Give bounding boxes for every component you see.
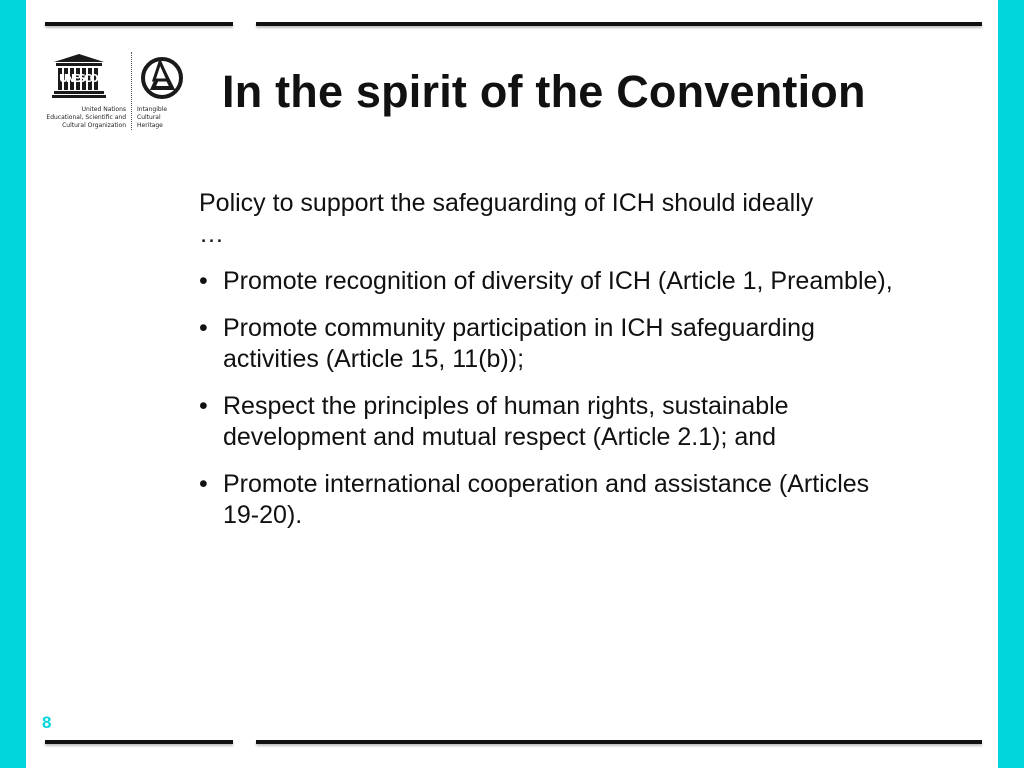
bullet-dot-icon: •: [199, 314, 208, 342]
unesco-wordmark: UNESCO: [59, 72, 99, 85]
right-accent-bar: [998, 0, 1024, 768]
bottom-rule-short: [45, 740, 233, 744]
bullet-item: [199, 469, 899, 531]
unesco-temple-icon: [42, 48, 192, 106]
bottom-rule-long: [256, 740, 982, 744]
left-accent-bar: [0, 0, 26, 768]
ich-emblem-icon: [143, 59, 181, 97]
bullet-dot-icon: •: [199, 470, 208, 498]
bullet-text: Respect the principles of human rights, sustainable development and mutual respect (Article 2.1); and: [223, 392, 789, 451]
logo-block: [42, 48, 192, 132]
logo-divider: [131, 52, 132, 130]
bullet-list: [199, 266, 899, 531]
bullet-text: Promote international cooperation and assistance (Articles 19-20).: [223, 470, 870, 529]
top-rule-short: [45, 22, 233, 26]
bullet-item: [199, 266, 899, 297]
unesco-caption: United Nations Educational, Scientific and Cultural Organization: [46, 106, 126, 129]
bullet-dot-icon: •: [199, 267, 208, 295]
top-rule-long: [256, 22, 982, 26]
slide-body: [199, 188, 899, 547]
ich-caption: Intangible Cultural Heritage: [137, 106, 168, 129]
bullet-text: Promote recognition of diversity of ICH (Article 1, Preamble),: [223, 267, 893, 295]
bullet-item: [199, 391, 899, 453]
slide-title: In the spirit of the Convention: [222, 66, 866, 117]
bullet-item: [199, 313, 899, 375]
bullet-dot-icon: •: [199, 392, 208, 420]
bullet-text: Promote community participation in ICH safeguarding activities (Article 15, 11(b));: [223, 314, 815, 373]
page-number: 8: [42, 713, 52, 732]
intro-text: Policy to support the safeguarding of ICH should ideally …: [199, 189, 814, 248]
